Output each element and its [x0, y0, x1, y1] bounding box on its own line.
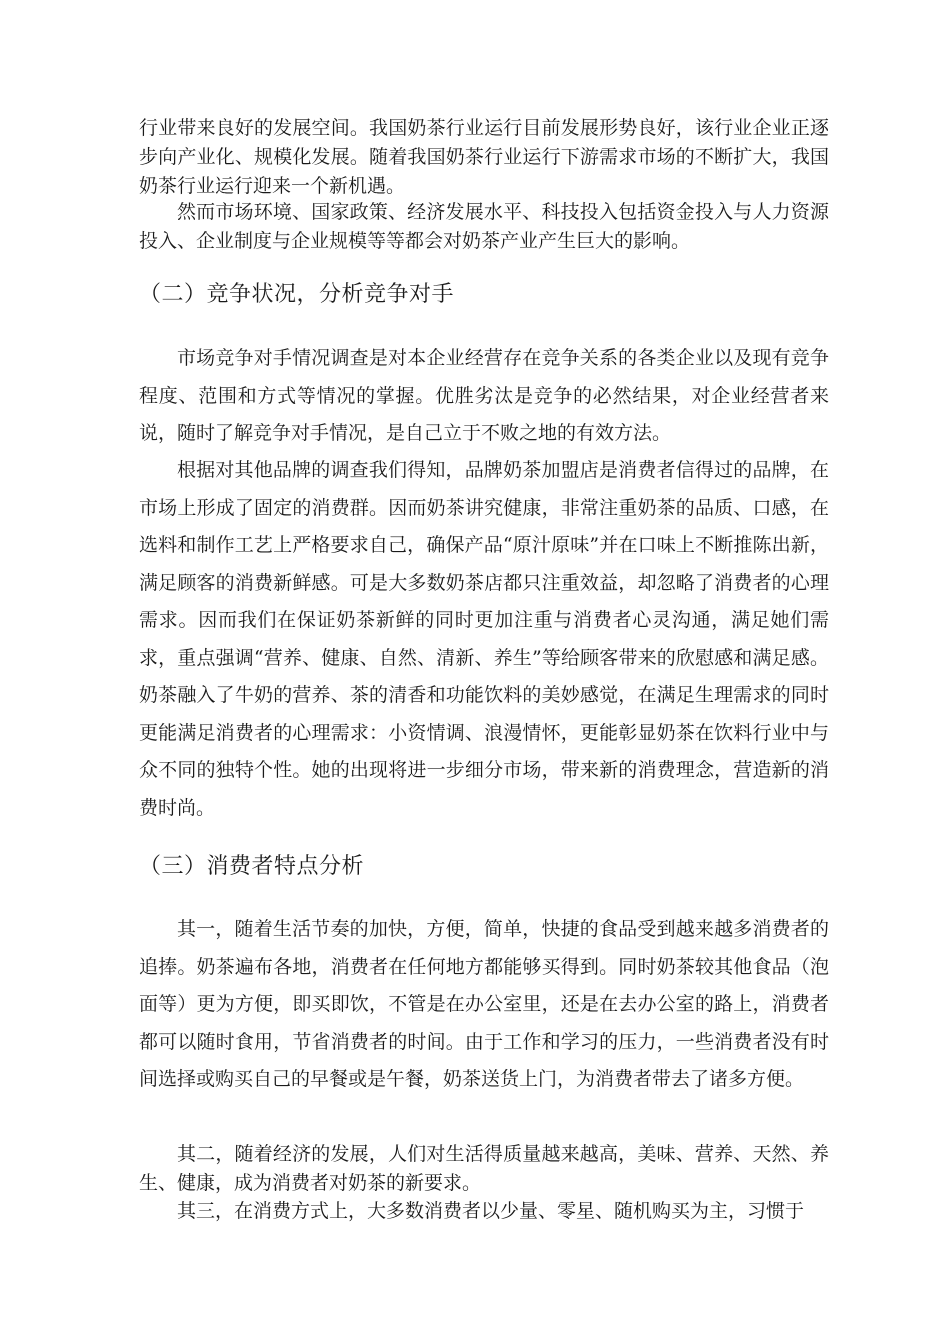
paragraph-quality-demand: 其二，随着经济的发展，人们对生活得质量越来越高，美味、营养、天然、养生、健康，成为消费者对奶茶的新要求。	[139, 1143, 829, 1194]
paragraph-convenience: 其一，随着生活节奏的加快，方便，简单，快捷的食品受到越来越多消费者的追捧。奶茶遍布各地，消费者在任何地方都能够买得到。同时奶茶较其他食品（泡面等）更为方便，即买即饮，不管是在办公室里，还是在去办公室的路上，消费者都可以随时食用，节省消费者的时间。由于工作和学习的压力，一些消费者没有时间选择或购买自己的早餐或是午餐，奶茶送货上门，为消费者带去了诸多方便。	[139, 918, 829, 1090]
paragraph-influencing-factors: 然而市场环境、国家政策、经济发展水平、科技投入包括资金投入与人力资源投入、企业制度与企业规模等等都会对奶茶产业产生巨大的影响。	[139, 201, 829, 252]
section-heading-competition: （二）竞争状况，分析竞争对手	[139, 282, 455, 307]
paragraph-competitor-survey: 市场竞争对手情况调查是对本企业经营存在竞争关系的各类企业以及现有竞争程度、范围和方式等情况的掌握。优胜劣汰是竞争的必然结果，对企业经营者来说，随时了解竞争对手情况，是自己立于不败之地的有效方法。	[139, 347, 829, 444]
paragraph-brand-analysis: 根据对其他品牌的调查我们得知，品牌奶茶加盟店是消费者信得过的品牌，在市场上形成了固定的消费群。因而奶茶讲究健康，非常注重奶茶的品质、口感，在选料和制作工艺上严格要求自己，确保产品“原汁原味”并在口味上不断推陈出新，满足顾客的消费新鲜感。可是大多数奶茶店都只注重效益，却忽略了消费者的心理需求。因而我们在保证奶茶新鲜的同时更加注重与消费者心灵沟通，满足她们需求，重点强调“营养、健康、自然、清新、养生”等给顾客带来的欣慰感和满足感。奶茶融入了牛奶的营养、茶的清香和功能饮料的美妙感觉，在满足生理需求的同时更能满足消费者的心理需求：小资情调、浪漫情怀，更能彰显奶茶在饮料行业中与众不同的独特个性。她的出现将进一步细分市场，带来新的消费理念，营造新的消费时尚。	[139, 459, 829, 819]
paragraph-industry-opportunity: 行业带来良好的发展空间。我国奶茶行业运行目前发展形势良好，该行业企业正逐步向产业化、规模化发展。随着我国奶茶行业运行下游需求市场的不断扩大，我国奶茶行业运行迎来一个新机遇。	[139, 117, 829, 197]
section-heading-consumer-traits: （三）消费者特点分析	[139, 854, 365, 879]
paragraph-purchase-habits: 其三，在消费方式上，大多数消费者以少量、零星、随机购买为主，习惯于	[177, 1200, 805, 1222]
